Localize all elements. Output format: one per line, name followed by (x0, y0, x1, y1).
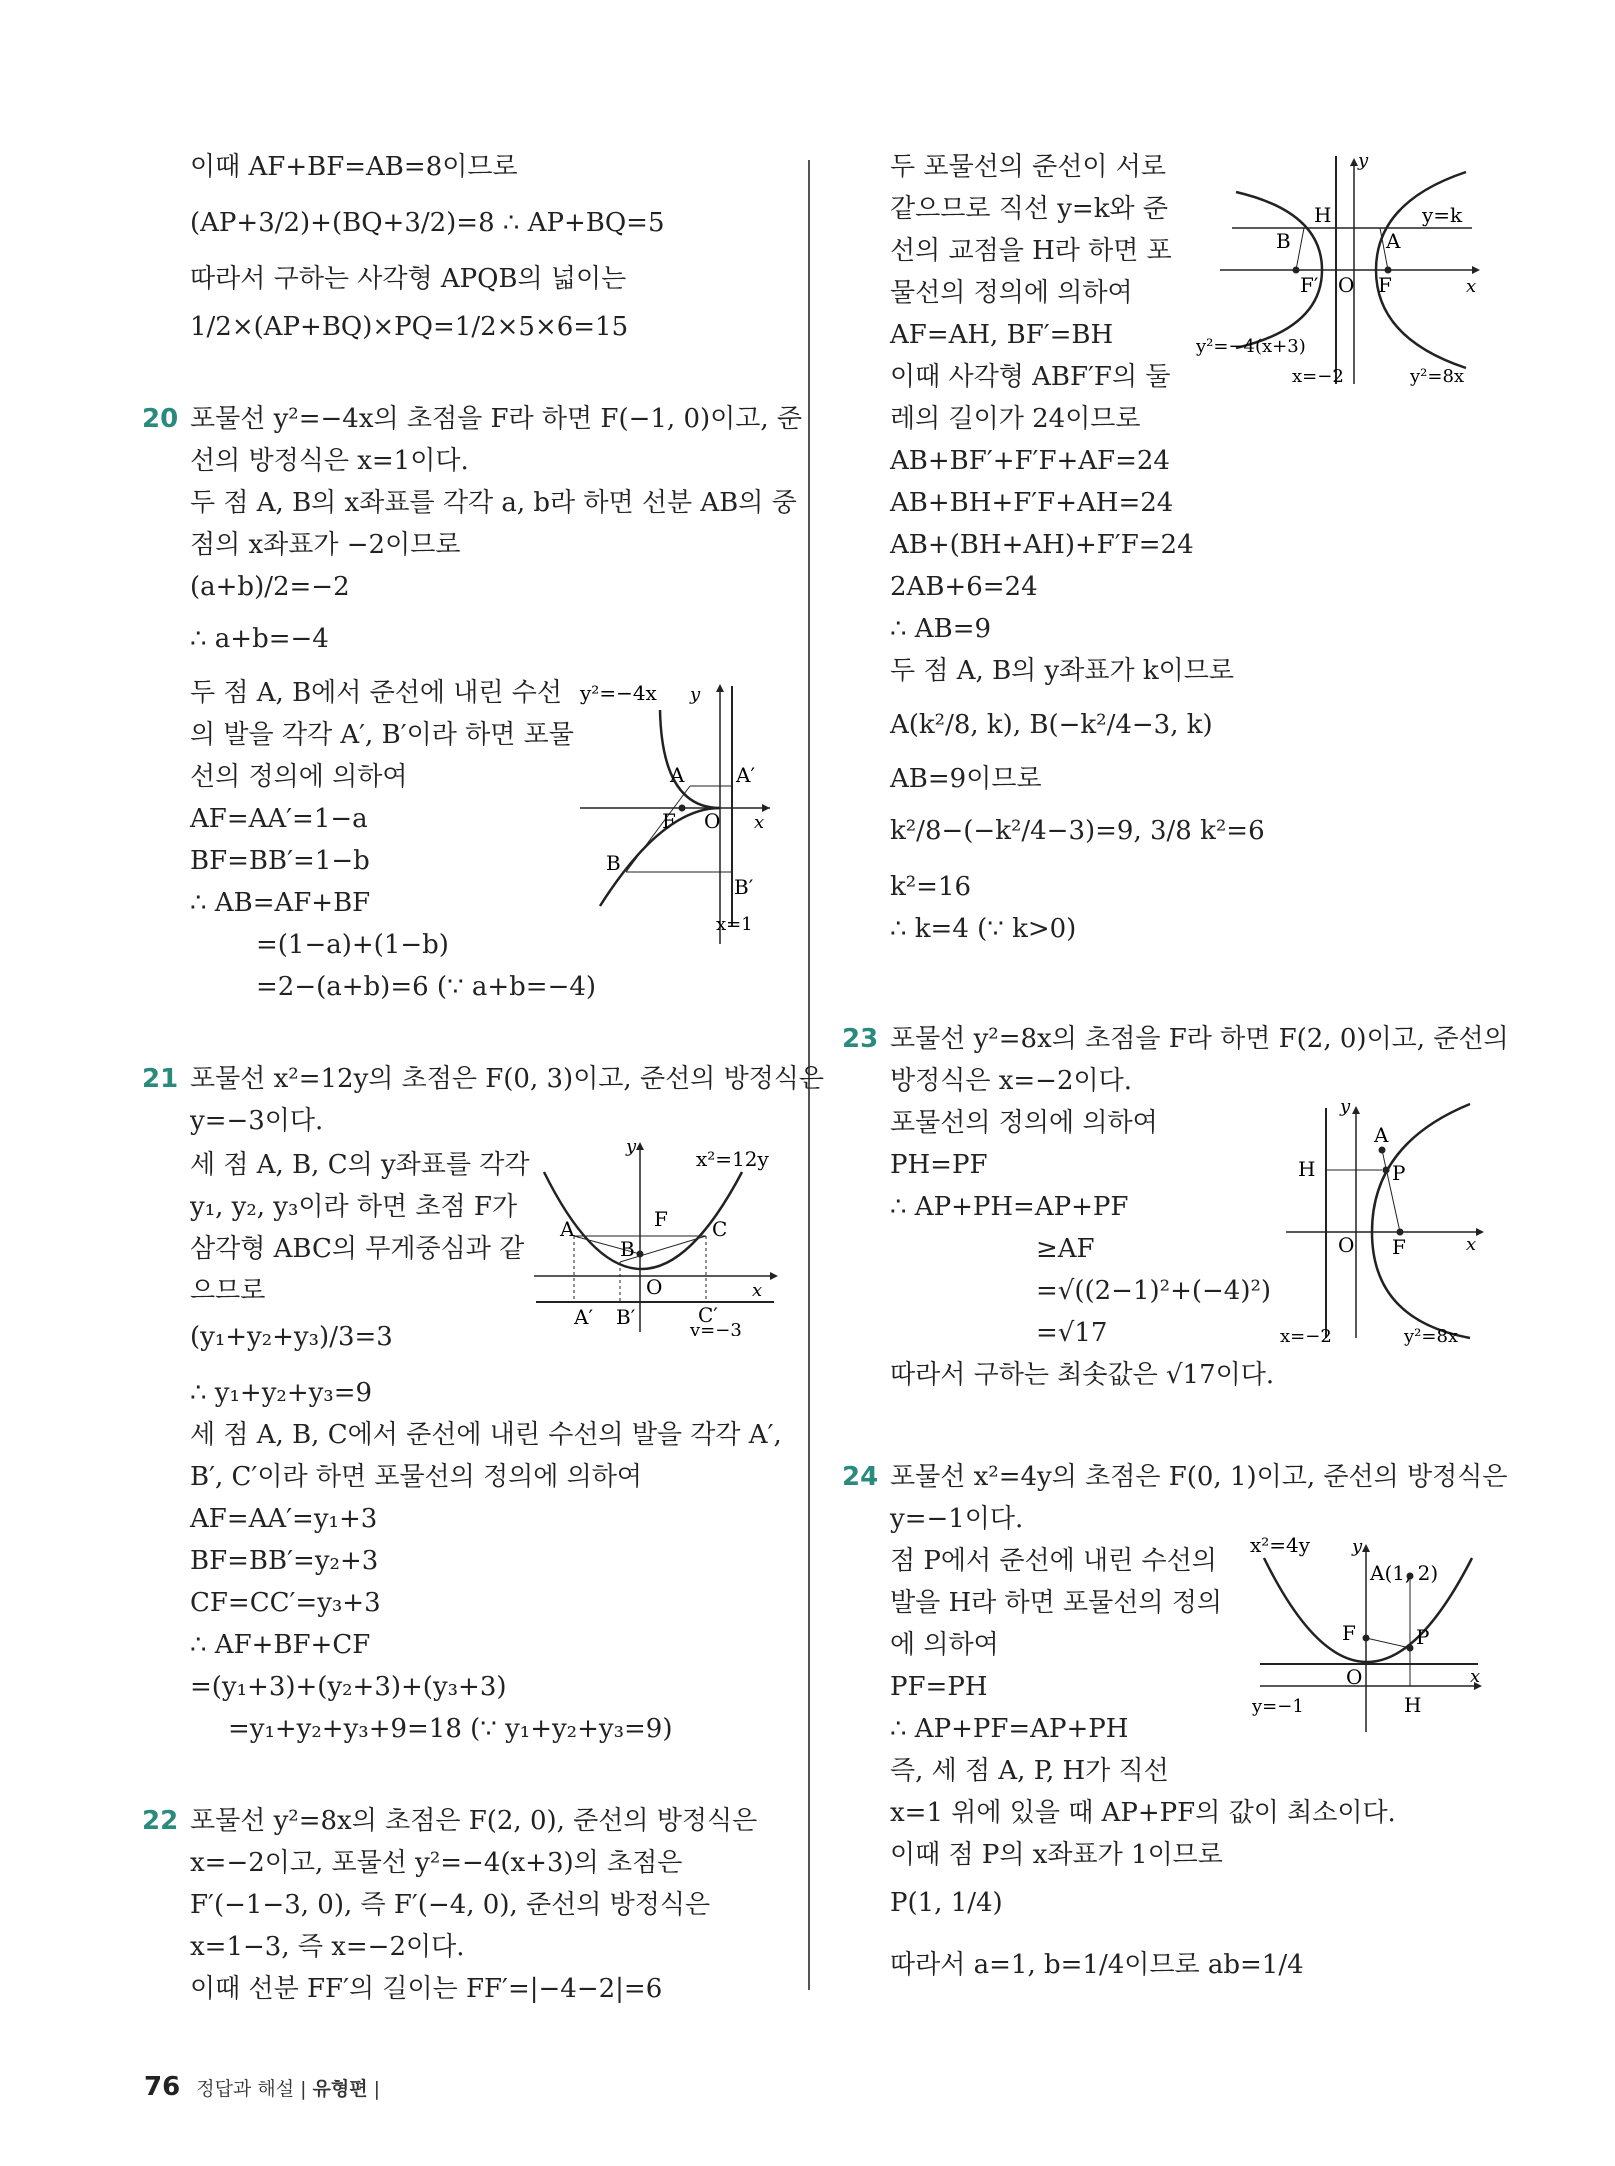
text-line: 선의 방정식은 x=1이다. (190, 446, 469, 476)
text-line: (y₁+y₂+y₃)/3=3 (190, 1322, 393, 1352)
curve-label: y²=−4(x+3) (1196, 336, 1306, 357)
text-line: k²=16 (890, 872, 972, 902)
text-line: 두 포물선의 준선이 서로 (890, 152, 1166, 182)
directrix-label: y=−3 (690, 1320, 742, 1336)
text-line: PF=PH (890, 1672, 988, 1702)
text-line: 포물선 y²=−4x의 초점을 F라 하면 F(−1, 0)이고, 준 (190, 404, 803, 434)
text-line: B′, C′이라 하면 포물선의 정의에 의하여 (190, 1462, 643, 1492)
point-label: A (1374, 1123, 1389, 1147)
text-line: AF=AH, BF′=BH (890, 320, 1114, 350)
text-line: 선의 정의에 의하여 (190, 762, 408, 792)
point-label: C′ (698, 1303, 718, 1327)
text-line: =(1−a)+(1−b) (256, 930, 449, 960)
text-line: ∴ AF+BF+CF (190, 1630, 371, 1660)
text-line: y=−1이다. (890, 1504, 1024, 1534)
text-line: y=−3이다. (190, 1106, 324, 1136)
text-line: F′(−1−3, 0), 즉 F′(−4, 0), 준선의 방정식은 (190, 1890, 711, 1920)
point-label: A (560, 1217, 575, 1241)
text-line: 선의 교점을 H라 하면 포 (890, 236, 1172, 266)
curve-label: y²=−4x (580, 681, 657, 705)
text-line: (a+b)/2=−2 (190, 572, 350, 602)
text-line: =(y₁+3)+(y₂+3)+(y₃+3) (190, 1672, 507, 1702)
text-line: x=−2이고, 포물선 y²=−4(x+3)의 초점은 (190, 1848, 683, 1878)
text-line: ≥AF (1036, 1234, 1095, 1264)
text-line: 점 P에서 준선에 내린 수선의 (890, 1546, 1217, 1576)
text-line: 따라서 구하는 최솟값은 √17이다. (890, 1360, 1275, 1390)
point-label: A (670, 763, 685, 787)
text-line: x=1−3, 즉 x=−2이다. (190, 1932, 465, 1962)
text-line: PH=PF (890, 1150, 988, 1180)
text-line: ∴ AB=9 (890, 614, 992, 644)
point-label: F (662, 809, 676, 833)
text-line: 두 점 A, B의 x좌표를 각각 a, b라 하면 선분 AB의 중 (190, 488, 797, 518)
page-number: 76 (144, 2072, 181, 2102)
text-line: 두 점 A, B에서 준선에 내린 수선 (190, 678, 563, 708)
parabola-diagram (1196, 152, 1486, 392)
text-line: 2AB+6=24 (890, 572, 1038, 602)
text-line: AB=9이므로 (890, 764, 1042, 794)
figure-problem-23 (1280, 1098, 1490, 1352)
text-line: 즉, 세 점 A, P, H가 직선 (890, 1756, 1169, 1786)
point-label: F (1392, 1235, 1406, 1259)
text-line: =√((2−1)²+(−4)²) (1036, 1276, 1272, 1306)
text-line: 레의 길이가 24이므로 (890, 404, 1141, 434)
parabola-diagram (570, 676, 780, 946)
text-line: A(k²/8, k), B(−k²/4−3, k) (890, 710, 1213, 740)
directrix-label: x=1 (716, 914, 753, 935)
text-line: =√17 (1036, 1318, 1108, 1348)
problem-number: 21 (142, 1064, 179, 1094)
axis-label: x (754, 812, 765, 833)
axis-label: y (690, 684, 701, 705)
point-label: A (1386, 229, 1401, 253)
problem-number: 20 (142, 404, 179, 434)
text-line: AB+(BH+AH)+F′F=24 (890, 530, 1194, 560)
directrix-label: x=−2 (1292, 366, 1344, 387)
text-line: 같으므로 직선 y=k와 준 (890, 194, 1168, 224)
text-line: 이때 선분 FF′의 길이는 FF′=|−4−2|=6 (190, 1974, 663, 2004)
curve-label: x²=12y (696, 1147, 769, 1171)
axis-label: x (1466, 1234, 1477, 1255)
text-line: 두 점 A, B의 y좌표가 k이므로 (890, 656, 1234, 686)
point-label: B′ (734, 875, 754, 899)
text-line: BF=BB′=y₂+3 (190, 1546, 379, 1576)
text-line: ∴ AB=AF+BF (190, 888, 371, 918)
footer-section: 유형편 (312, 2078, 368, 2100)
text-line: 발을 H라 하면 포물선의 정의 (890, 1588, 1223, 1618)
text-line: 으므로 (190, 1276, 266, 1306)
text-line: =y₁+y₂+y₃+9=18 (∵ y₁+y₂+y₃=9) (228, 1714, 673, 1744)
problem-number: 23 (842, 1024, 879, 1054)
point-label: P (1416, 1625, 1430, 1649)
parabola-diagram (1250, 1536, 1490, 1736)
footer-title: 정답과 해설 (196, 2078, 295, 2100)
point-label: F′ (1300, 273, 1319, 297)
parabola-diagram (1280, 1098, 1490, 1348)
text-line: 포물선 y²=8x의 초점은 F(2, 0), 준선의 방정식은 (190, 1806, 758, 1836)
point-label: H (1404, 1693, 1422, 1717)
parabola-diagram (530, 1136, 780, 1336)
curve-label: x²=4y (1250, 1536, 1311, 1557)
point-label: A′ (574, 1305, 593, 1329)
figure-problem-22 (1196, 152, 1486, 396)
text-line: ∴ AP+PF=AP+PH (890, 1714, 1129, 1744)
point-label: B (620, 1237, 635, 1261)
text-line: BF=BB′=1−b (190, 846, 370, 876)
problem-number: 24 (842, 1462, 879, 1492)
text-line: AF=AA′=y₁+3 (190, 1504, 378, 1534)
point-label: O (1346, 1665, 1363, 1689)
text-line: AF=AA′=1−a (190, 804, 368, 834)
axis-label: x (752, 1280, 763, 1301)
figure-problem-24 (1250, 1536, 1490, 1740)
point-label: B′ (616, 1305, 636, 1329)
text-line: 포물선의 정의에 의하여 (890, 1108, 1158, 1138)
axis-label: x (1466, 276, 1477, 297)
point-label: O (646, 1275, 663, 1299)
text-line: x=1 위에 있을 때 AP+PF의 값이 최소이다. (890, 1798, 1396, 1828)
point-label: O (1338, 1233, 1355, 1257)
text-line: =2−(a+b)=6 (∵ a+b=−4) (256, 972, 597, 1002)
directrix-label: x=−2 (1280, 1326, 1332, 1347)
text-line: k²/8−(−k²/4−3)=9, 3/8 k²=6 (890, 816, 1265, 846)
point-label: B (1276, 229, 1291, 253)
text-line: ∴ AP+PH=AP+PF (890, 1192, 1129, 1222)
line-label: y=k (1422, 203, 1463, 227)
text-line: 의 발을 각각 A′, B′이라 하면 포물 (190, 720, 574, 750)
text-line: AB+BH+F′F+AH=24 (890, 488, 1174, 518)
page-footer: 76 정답과 해설 | 유형편 | (144, 2072, 381, 2102)
directrix-label: y=−1 (1252, 1696, 1304, 1717)
point-label: A(1, 2) (1370, 1561, 1439, 1585)
text-line: 에 의하여 (890, 1630, 999, 1660)
figure-problem-21 (530, 1136, 780, 1340)
text-line: 이때 점 P의 x좌표가 1이므로 (890, 1840, 1223, 1870)
point-label: H (1298, 1157, 1316, 1181)
point-label: F (654, 1207, 668, 1231)
text-line: 포물선 x²=12y의 초점은 F(0, 3)이고, 준선의 방정식은 (190, 1064, 825, 1094)
text-line: ∴ a+b=−4 (190, 624, 329, 654)
text-line: 이때 사각형 ABF′F의 둘 (890, 362, 1171, 392)
problem-number: 22 (142, 1806, 179, 1836)
text-line: 따라서 a=1, b=1/4이므로 ab=1/4 (890, 1950, 1304, 1980)
text-line: 물선의 정의에 의하여 (890, 278, 1133, 308)
axis-label: y (626, 1136, 637, 1157)
text-line: 포물선 x²=4y의 초점은 F(0, 1)이고, 준선의 방정식은 (890, 1462, 1508, 1492)
point-label: P (1392, 1161, 1406, 1185)
text-line: 이때 AF+BF=AB=8이므로 (190, 152, 518, 182)
text-line: (AP+3/2)+(BQ+3/2)=8 ∴ AP+BQ=5 (190, 208, 665, 238)
text-line: 세 점 A, B, C에서 준선에 내린 수선의 발을 각각 A′, (190, 1420, 782, 1450)
text-line: 삼각형 ABC의 무게중심과 같 (190, 1234, 525, 1264)
point-label: F (1378, 273, 1392, 297)
text-line: 방정식은 x=−2이다. (890, 1066, 1133, 1096)
point-label: A′ (736, 763, 755, 787)
text-line: AB+BF′+F′F+AF=24 (890, 446, 1170, 476)
axis-label: y (1352, 1536, 1363, 1557)
text-line: ∴ k=4 (∵ k>0) (890, 914, 1077, 944)
curve-label: y²=8x (1410, 366, 1465, 387)
figure-problem-20 (570, 676, 780, 950)
text-line: 포물선 y²=8x의 초점을 F라 하면 F(2, 0)이고, 준선의 (890, 1024, 1509, 1054)
point-label: F (1342, 1621, 1356, 1645)
point-label: O (704, 809, 721, 833)
text-line: y₁, y₂, y₃이라 하면 초점 F가 (190, 1192, 518, 1222)
axis-label: y (1358, 152, 1369, 171)
text-line: 세 점 A, B, C의 y좌표를 각각 (190, 1150, 530, 1180)
point-label: H (1314, 203, 1332, 227)
text-line: 1/2×(AP+BQ)×PQ=1/2×5×6=15 (190, 312, 629, 342)
curve-label: y²=8x (1404, 1326, 1459, 1347)
text-line: ∴ y₁+y₂+y₃=9 (190, 1378, 373, 1408)
text-line: 따라서 구하는 사각형 APQB의 넓이는 (190, 264, 627, 294)
text-line: CF=CC′=y₃+3 (190, 1588, 381, 1618)
point-label: C (712, 1217, 728, 1241)
axis-label: x (1470, 1666, 1481, 1687)
text-line: 점의 x좌표가 −2이므로 (190, 530, 461, 560)
axis-label: y (1340, 1098, 1351, 1117)
point-label: O (1338, 273, 1355, 297)
point-label: B (606, 851, 621, 875)
text-line: P(1, 1/4) (890, 1888, 1003, 1918)
